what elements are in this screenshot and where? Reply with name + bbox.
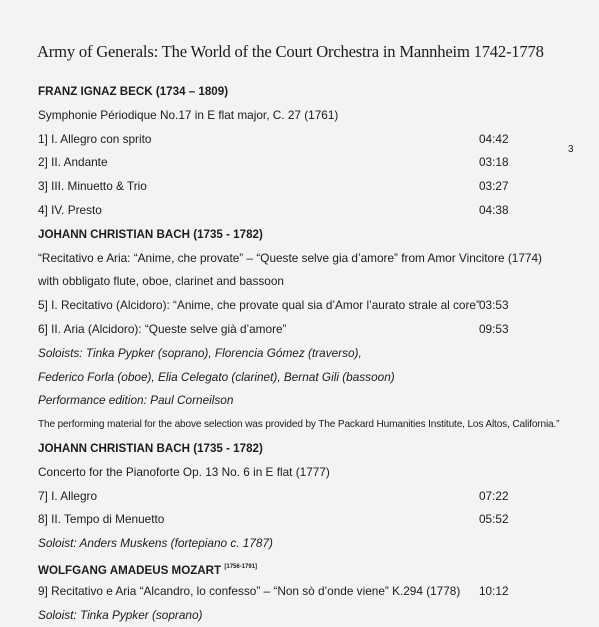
work-title: Symphonie Périodique No.17 in E flat major, C. 27 (1761): [38, 107, 339, 122]
work-title: “Recitativo e Aria: “Anime, che provate” – “Queste selve gia d’amore” from Amor Vincitore (1774): [38, 250, 542, 265]
track-row: [38, 485, 550, 509]
composer-heading: FRANZ IGNAZ BECK (1734 – 1809): [38, 85, 229, 98]
track-duration: 03:27: [479, 179, 509, 194]
soloist-credit: Soloist: Tinka Pypker (soprano): [38, 607, 203, 622]
track-duration: 03:53: [479, 298, 509, 313]
track-row: [38, 294, 550, 318]
composer-dates: [1756-1791]: [224, 563, 258, 570]
composer-heading: JOHANN CHRISTIAN BACH (1735 - 1782): [38, 227, 263, 241]
track-label: 4] IV. Presto: [38, 202, 102, 217]
page-number: 3: [568, 144, 574, 155]
track-duration: 07:22: [479, 488, 509, 503]
track-row: [38, 199, 550, 223]
soloists-credit: Federico Forla (oboe), Elia Celegato (clarinet), Bernat Gili (bassoon): [38, 369, 395, 384]
tracklist: [38, 80, 560, 627]
track-label: 8] II. Tempo di Menuetto: [38, 512, 165, 527]
track-label: 2] II. Andante: [38, 155, 108, 170]
track-label: 6] II. Aria (Alcidoro): “Queste selve già d’amore”: [38, 321, 287, 336]
soloist-credit: Soloist: Anders Muskens (fortepiano c. 1787): [38, 536, 273, 551]
track-duration: 10:12: [479, 583, 509, 598]
track-duration: 09:53: [479, 321, 509, 336]
track-label: 5] I. Recitativo (Alcidoro): “Anime, che provate qual sia d’Amor l’aurato strale al core”: [38, 298, 480, 313]
track-row: [38, 580, 550, 604]
soloists-credit: Soloists: Tinka Pypker (soprano), Florencia Gómez (traverso),: [38, 345, 362, 360]
track-duration: 05:52: [479, 512, 509, 527]
composer-heading: JOHANN CHRISTIAN BACH (1735 - 1782): [38, 441, 263, 455]
track-row: [38, 151, 550, 175]
track-label: 3] III. Minuetto & Trio: [38, 179, 147, 194]
album-title: Army of Generals: The World of the Court Orchestra in Mannheim 1742-1778: [37, 42, 544, 61]
track-label: 9] Recitativo e Aria “Alcandro, lo confesso” – “Non sò d’onde viene” K.294 (1778): [38, 583, 461, 598]
track-row: [38, 508, 550, 532]
work-subtitle: with obbligato flute, oboe, clarinet and bassoon: [38, 274, 284, 289]
track-label: 1] I. Allegro con sprito: [38, 131, 152, 146]
composer-heading: [38, 556, 550, 580]
performance-edition: Performance edition: Paul Corneilson: [38, 393, 234, 408]
track-label: 7] I. Allegro: [38, 488, 98, 503]
track-row: [38, 318, 550, 342]
track-duration: 04:42: [479, 131, 509, 146]
track-row: [38, 128, 550, 152]
track-duration: 04:38: [479, 202, 509, 217]
track-duration: 03:18: [479, 155, 509, 170]
work-title: Concerto for the Pianoforte Op. 13 No. 6 in E flat (1777): [38, 464, 330, 479]
material-note: The performing material for the above selection was provided by The Packard Humanities Institute, Los Altos, California.”: [38, 419, 560, 431]
composer-name: WOLFGANG AMADEUS MOZART: [38, 563, 222, 577]
track-row: [38, 175, 550, 199]
